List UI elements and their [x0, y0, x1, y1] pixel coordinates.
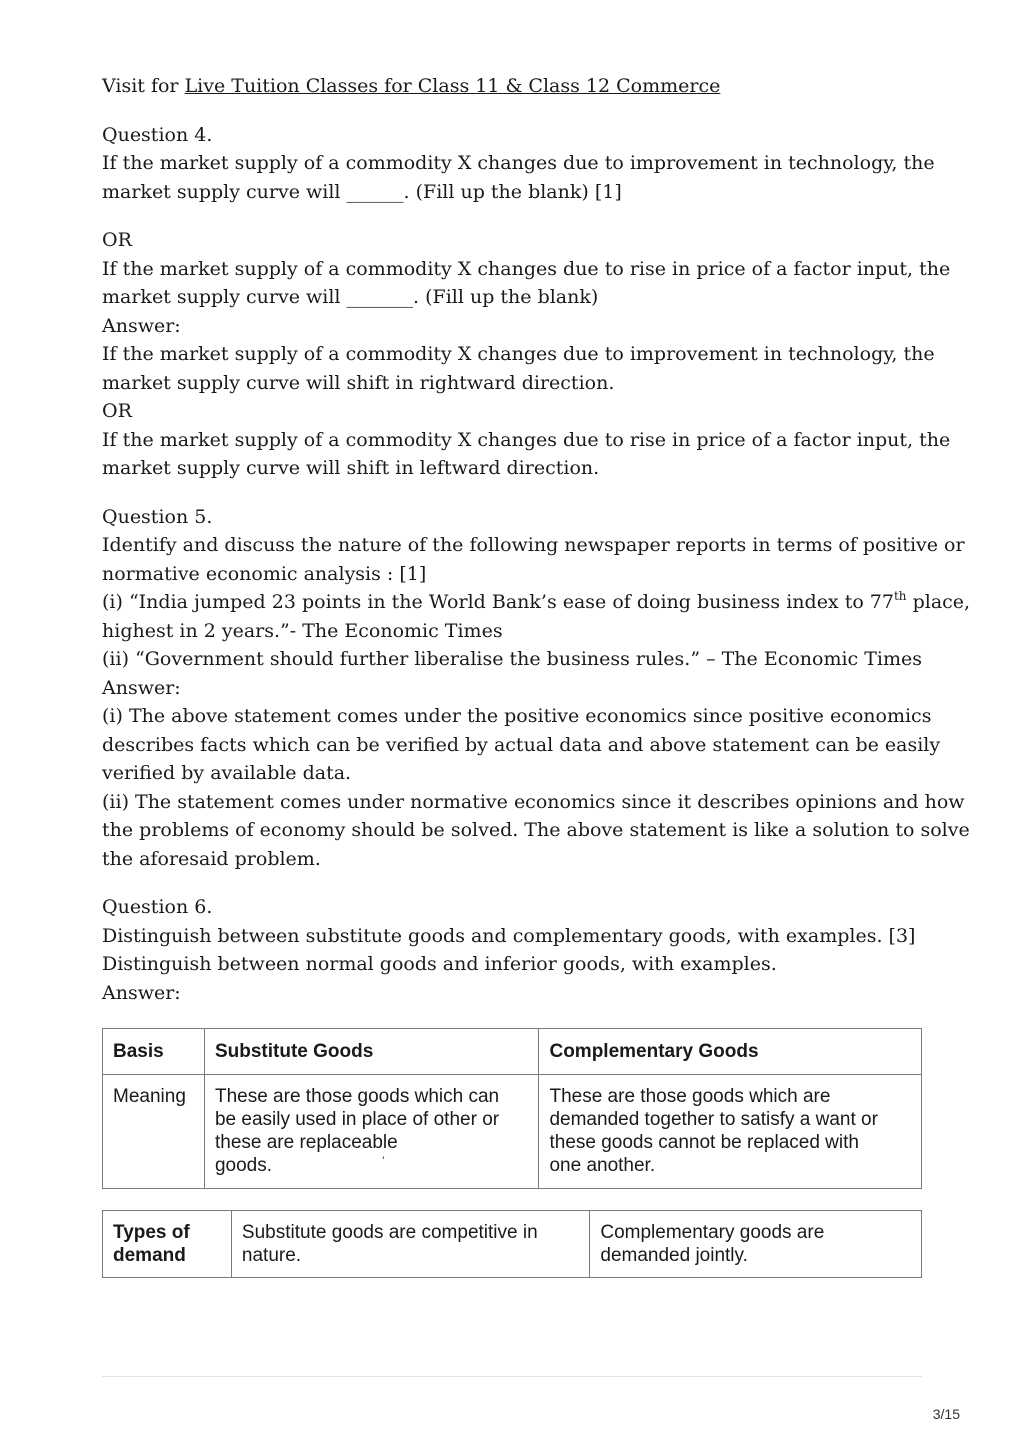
question-6-title: Question 6.: [102, 896, 213, 918]
q5-answer: (ii) The statement comes under normative economics since it describes opinions and how: [102, 790, 965, 813]
cell-line-text: goods.: [214, 1155, 273, 1176]
q5-answer: describes facts which can be verified by actual data and above statement can be easily: [102, 733, 941, 756]
cell-line: Types of: [113, 1222, 190, 1243]
cell-basis-types-of-demand: [103, 1211, 232, 1278]
q4-answer-label: Answer:: [102, 314, 181, 337]
q4-answer: If the market supply of a commodity X changes due to rise in price of a factor input, the: [102, 428, 951, 451]
q5-answer: (i) The above statement comes under the positive economics since positive economics: [102, 705, 932, 727]
cell-line: Substitute goods are competitive in: [241, 1222, 538, 1243]
q4-answer: market supply curve will shift in rightward direction.: [102, 371, 615, 394]
q6-text: Distinguish between normal goods and inferior goods, with examples.: [102, 953, 777, 975]
comparison-table-meaning: [102, 1028, 922, 1189]
superscript-th: th: [893, 589, 907, 603]
q4-text: market supply curve will _______. (Fill up the blank): [102, 286, 599, 308]
q6-answer-label: Answer:: [102, 981, 181, 1004]
cell-line: These are those goods which can: [214, 1086, 500, 1107]
header-complementary-goods: Complementary Goods: [539, 1029, 922, 1075]
q5-answer: the aforesaid problem.: [102, 847, 321, 870]
document-body: [102, 72, 971, 1007]
footer-divider: [102, 1376, 922, 1377]
q4-or: OR: [102, 229, 132, 251]
q5-answer: the problems of economy should be solved. The above statement is like a solution to solve: [102, 819, 970, 841]
q4-answer: market supply curve will shift in leftward direction.: [102, 457, 600, 479]
cell-complementary-meaning: [539, 1075, 922, 1189]
question-5-title: Question 5.: [102, 505, 213, 528]
q4-text: If the market supply of a commodity X changes due to rise in price of a factor input, the: [102, 257, 951, 280]
visit-prefix: Visit for: [102, 75, 185, 97]
table-row: [103, 1075, 922, 1189]
cell-complementary-demand: [590, 1211, 922, 1278]
header-substitute-goods: Substitute Goods: [204, 1029, 539, 1075]
q5-text: highest in 2 years.”- The Economic Times: [102, 619, 503, 642]
q5-text: [102, 588, 971, 617]
q5-answer: verified by available data.: [102, 762, 352, 784]
cell-line: these goods cannot be replaced with: [549, 1132, 859, 1153]
cell-line: These are those goods which are: [549, 1086, 831, 1107]
visit-line: [102, 72, 932, 101]
q6-text: Distinguish between substitute goods and complementary goods, with examples. [3]: [102, 924, 916, 947]
q4-text: market supply curve will ______. (Fill up the blank) [1]: [102, 180, 622, 203]
q5-statement-i: (i) “India jumped 23 points in the World Bank’s ease of doing business index to 77: [102, 591, 894, 613]
cell-line: Complementary goods are: [600, 1222, 825, 1243]
q4-text: If the market supply of a commodity X changes due to improvement in technology, the: [102, 152, 935, 174]
cell-line: demanded jointly.: [600, 1245, 748, 1266]
q4-answer-or: OR: [102, 400, 132, 422]
live-tuition-link[interactable]: Live Tuition Classes for Class 11 & Class 12 Commerce: [184, 75, 721, 97]
q5-text: Identify and discuss the nature of the following newspaper reports in terms of positive or: [102, 534, 965, 556]
q4-answer: If the market supply of a commodity X changes due to improvement in technology, the: [102, 343, 935, 365]
page-number: 3/15: [932, 1406, 960, 1422]
cell-line: demanded together to satisfy a want or: [549, 1109, 878, 1130]
q5-statement-i-end: place,: [906, 591, 971, 613]
question-4-title: Question 4.: [102, 123, 213, 146]
cell-line: nature.: [241, 1245, 302, 1266]
cell-substitute-meaning: [204, 1075, 539, 1189]
header-basis: Basis: [103, 1029, 205, 1075]
cell-line: demand: [113, 1245, 186, 1266]
cell-basis-meaning: Meaning: [103, 1075, 205, 1189]
stray-mark: ‘: [382, 1153, 385, 1168]
cell-line: one another.: [549, 1155, 656, 1176]
q5-text: normative economic analysis : [1]: [102, 562, 427, 585]
comparison-table-demand: [102, 1210, 922, 1278]
cell-line: be easily used in place of other or: [214, 1109, 500, 1130]
table-header-row: [103, 1029, 922, 1075]
q5-text: (ii) “Government should further liberalise the business rules.” – The Economic Times: [102, 648, 922, 670]
cell-line: these are replaceable: [214, 1132, 398, 1153]
table-row: [103, 1211, 922, 1278]
q5-answer-label: Answer:: [102, 676, 181, 699]
cell-substitute-demand: [231, 1211, 589, 1278]
cell-line: [215, 1154, 529, 1178]
